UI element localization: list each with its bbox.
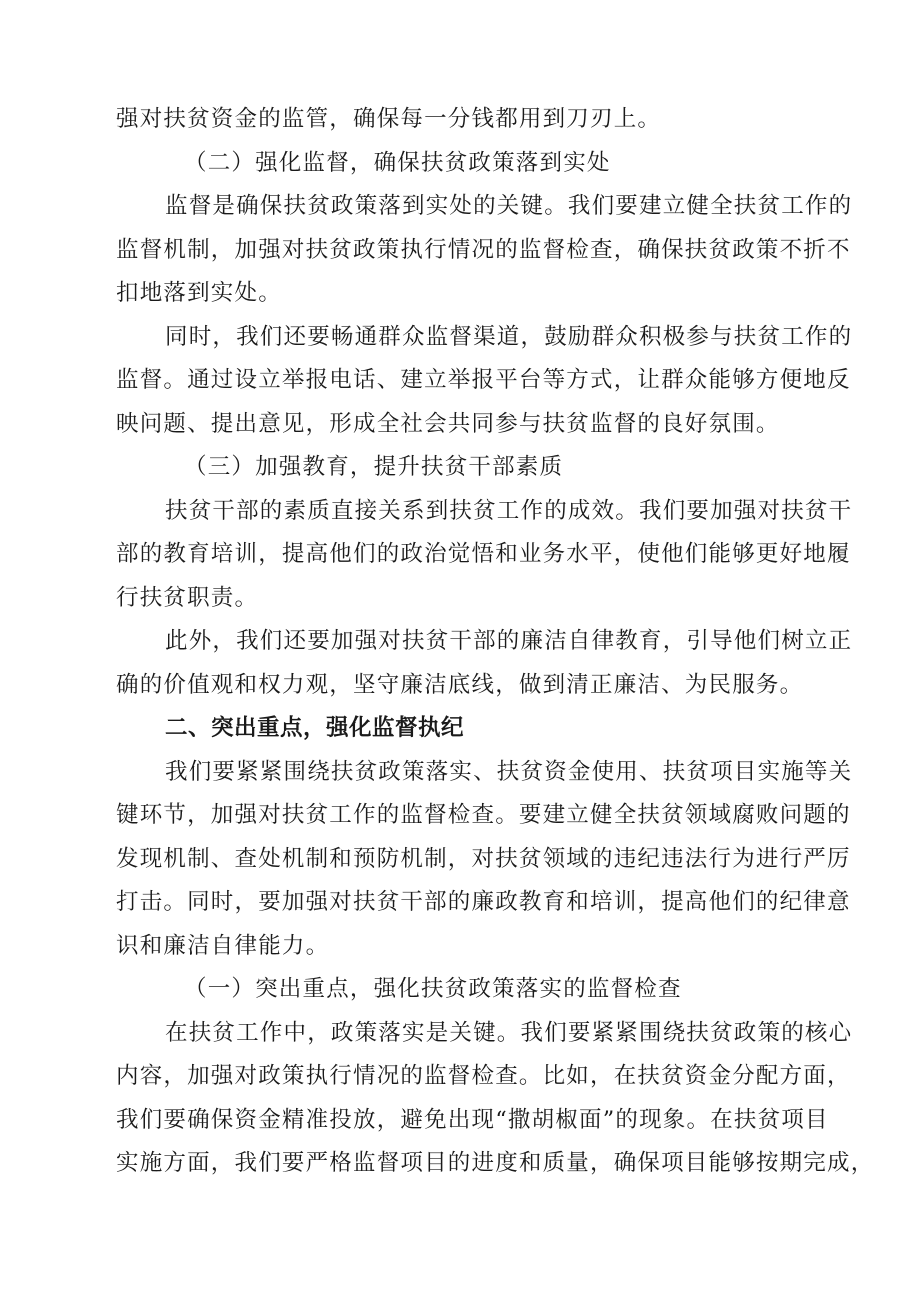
- text-line: 识和廉洁自律能力。: [116, 933, 330, 959]
- text-line: 部的教育培训，提高他们的政治觉悟和业务水平，使他们能够更好地履: [116, 541, 851, 567]
- text-line: 确的价值观和权力观，坚守廉洁底线，做到清正廉洁、为民服务。: [116, 672, 804, 698]
- text-line: 行扶贫职责。: [116, 585, 259, 611]
- text-line: 扶贫干部的素质直接关系到扶贫工作的成效。我们要加强对扶贫干: [165, 498, 853, 524]
- text-line: 同时，我们还要畅通群众监督渠道，鼓励群众积极参与扶贫工作的: [165, 324, 853, 350]
- subheading: （三）加强教育，提升扶贫干部素质: [184, 454, 564, 480]
- text-line: 我们要确保资金精准投放，避免出现“撒胡椒面”的现象。在扶贫项目: [116, 1107, 829, 1133]
- subheading: （二）强化监督，确保扶贫政策落到实处: [184, 150, 611, 176]
- text-line: 监督。通过设立举报电话、建立举报平台等方式，让群众能够方便地反: [116, 367, 851, 393]
- text-line: 监督机制，加强对扶贫政策执行情况的监督检查，确保扶贫政策不折不: [116, 237, 851, 263]
- subheading: （一）突出重点，强化扶贫政策落实的监督检查: [184, 976, 682, 1002]
- text-line: 监督是确保扶贫政策落到实处的关键。我们要建立健全扶贫工作的: [165, 193, 853, 219]
- text-line: 内容，加强对政策执行情况的监督检查。比如，在扶贫资金分配方面，: [116, 1063, 851, 1089]
- text-line: 发现机制、查处机制和预防机制，对扶贫领域的违纪违法行为进行严厉: [116, 846, 851, 872]
- text-line: 扣地落到实处。: [116, 280, 282, 306]
- text-line: 实施方面，我们要严格监督项目的进度和质量，确保项目能够按期完成，: [116, 1150, 875, 1176]
- text-line: 打击。同时，要加强对扶贫干部的廉政教育和培训，提高他们的纪律意: [116, 889, 851, 915]
- section-heading: 二、突出重点，强化监督执纪: [165, 715, 465, 741]
- text-line: 我们要紧紧围绕扶贫政策落实、扶贫资金使用、扶贫项目实施等关: [165, 759, 853, 785]
- text-line: 此外，我们还要加强对扶贫干部的廉洁自律教育，引导他们树立正: [165, 628, 853, 654]
- text-line: 映问题、提出意见，形成全社会共同参与扶贫监督的良好氛围。: [116, 411, 780, 437]
- text-line: 强对扶贫资金的监管，确保每一分钱都用到刀刃上。: [116, 106, 662, 132]
- text-line: 在扶贫工作中，政策落实是关键。我们要紧紧围绕扶贫政策的核心: [165, 1020, 853, 1046]
- text-line: 键环节，加强对扶贫工作的监督检查。要建立健全扶贫领域腐败问题的: [116, 802, 851, 828]
